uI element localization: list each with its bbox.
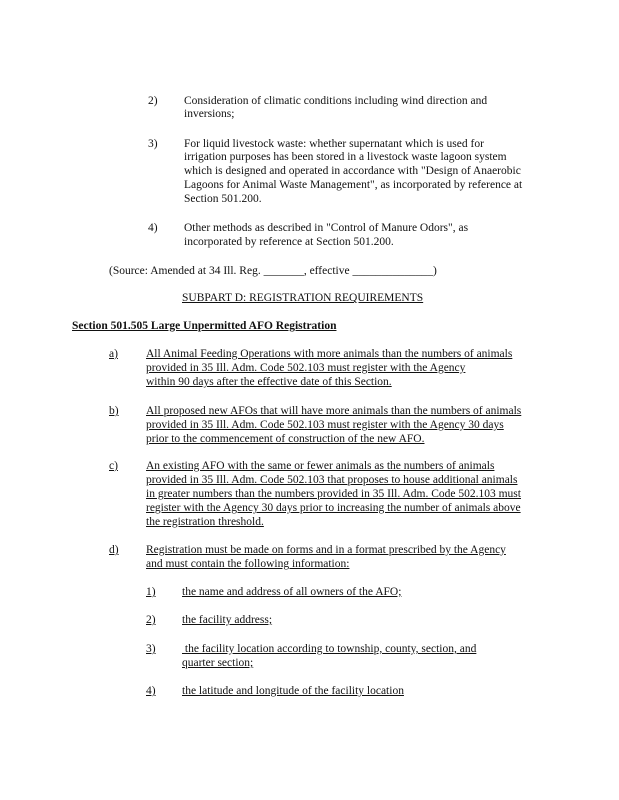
subsection-number: b) <box>109 405 119 417</box>
subsection-line: prior to the commencement of construction of the new AFO. <box>146 433 425 445</box>
subsection-line: provided in 35 Ill. Adm. Code 502.103 must register with the Agency 30 days <box>146 419 504 431</box>
item-line: Lagoons for Animal Waste Management", as incorporated by reference at <box>184 179 523 191</box>
item-number: 2) <box>148 95 158 107</box>
d-item-line: the facility location according to township, county, section, and <box>182 643 477 655</box>
subsection-number: a) <box>109 348 118 360</box>
d-item-number: 3) <box>146 643 156 655</box>
subsection-line: in greater numbers than the numbers provided in 35 Ill. Adm. Code 502.103 must <box>146 488 521 500</box>
item-line: irrigation purposes has been stored in a livestock waste lagoon system <box>184 151 507 163</box>
section-heading: Section 501.505 Large Unpermitted AFO Registration <box>72 320 337 332</box>
d-item-line: quarter section; <box>182 657 254 669</box>
item-number: 4) <box>148 222 158 234</box>
subsection-line: within 90 days after the effective date of this Section. <box>146 376 392 388</box>
d-item-line: the name and address of all owners of the AFO; <box>182 586 402 598</box>
item-line: Other methods as described in "Control of Manure Odors", as <box>184 222 469 234</box>
d-item-number: 4) <box>146 685 156 697</box>
subsection-number: c) <box>109 460 118 472</box>
item-line: incorporated by reference at Section 501.200. <box>184 236 394 248</box>
d-item-line: the facility address; <box>182 614 273 626</box>
subsection-line: Registration must be made on forms and in a format prescribed by the Agency <box>146 544 506 556</box>
subpart-heading: SUBPART D: REGISTRATION REQUIREMENTS <box>182 292 424 304</box>
subsection-line: provided in 35 Ill. Adm. Code 502.103 that proposes to house additional animals <box>146 474 518 486</box>
subsection-line: provided in 35 Ill. Adm. Code 502.103 must register with the Agency <box>146 362 466 374</box>
source-note: (Source: Amended at 34 Ill. Reg. _______, effective ______________) <box>109 265 437 277</box>
subsection-line: the registration threshold. <box>146 516 264 528</box>
subsection-line: An existing AFO with the same or fewer animals as the numbers of animals <box>146 460 495 472</box>
item-line: which is designed and operated in accordance with "Design of Anaerobic <box>184 165 521 177</box>
item-number: 3) <box>148 138 158 150</box>
subsection-line: All proposed new AFOs that will have more animals than the numbers of animals <box>146 405 522 417</box>
subsection-line: and must contain the following information: <box>146 558 350 570</box>
item-line: Consideration of climatic conditions including wind direction and <box>184 95 488 107</box>
item-line: inversions; <box>184 108 235 120</box>
item-line: Section 501.200. <box>184 193 262 205</box>
d-item-number: 2) <box>146 614 156 626</box>
subsection-line: register with the Agency 30 days prior to increasing the number of animals above <box>146 502 521 514</box>
item-line: For liquid livestock waste: whether supernatant which is used for <box>184 138 484 150</box>
d-item-number: 1) <box>146 586 156 598</box>
d-item-line: the latitude and longitude of the facility location <box>182 685 404 697</box>
subsection-line: All Animal Feeding Operations with more animals than the numbers of animals <box>146 348 513 360</box>
subsection-number: d) <box>109 544 119 556</box>
